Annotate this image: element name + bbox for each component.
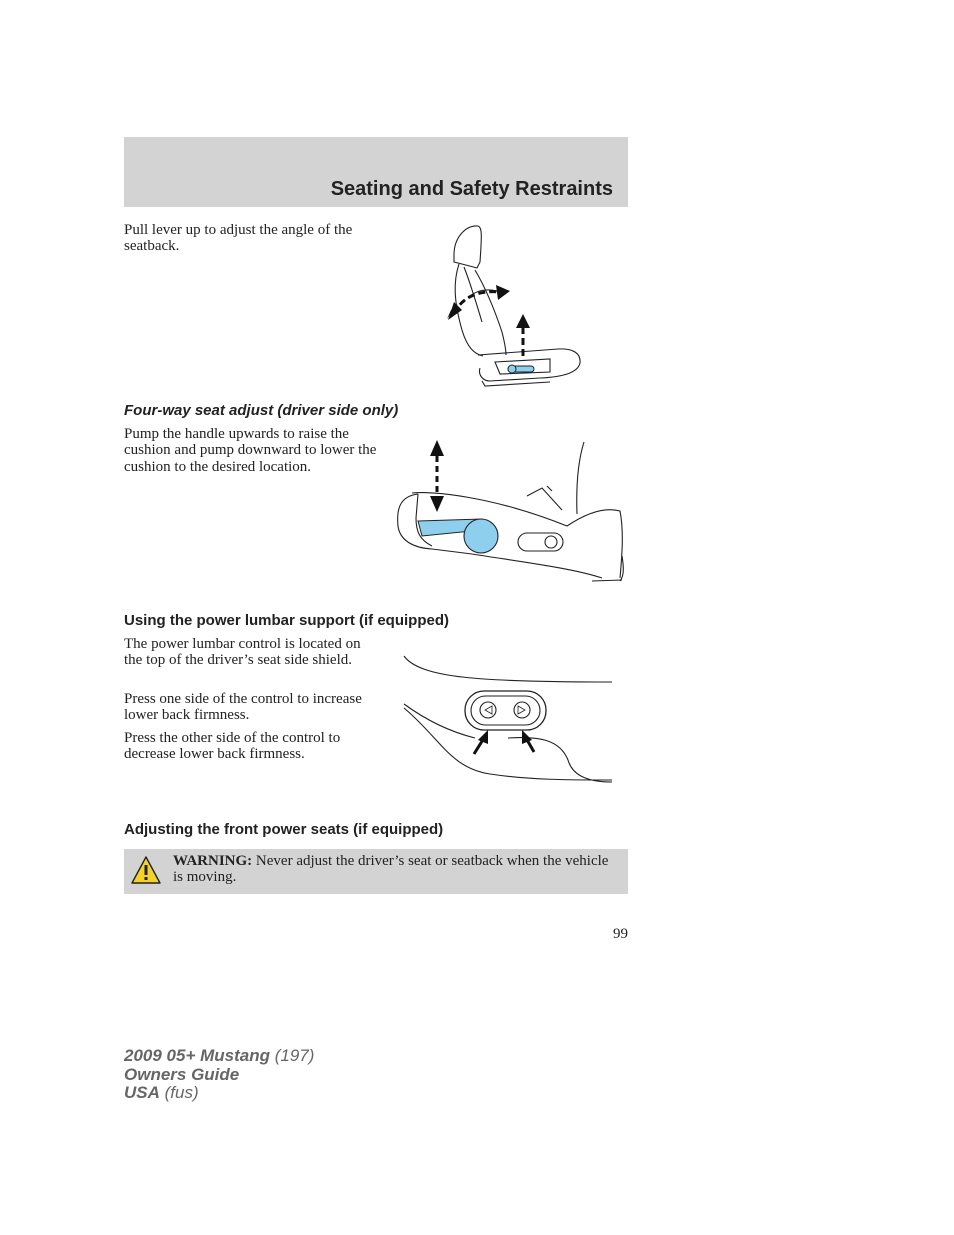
four-way-heading: Four-way seat adjust (driver side only) xyxy=(124,402,399,419)
recline-instructions: Pull lever up to adjust the angle of the seatback. xyxy=(124,222,353,255)
section-header-band xyxy=(124,137,628,207)
four-way-adjust-illustration xyxy=(392,436,628,584)
lumbar-paragraph-decrease: Press the other side of the control to decrease lower back firmness. xyxy=(124,730,341,763)
warning-label: WARNING: xyxy=(173,853,253,869)
lumbar-heading: Using the power lumbar support (if equipped) xyxy=(124,612,449,629)
lumbar-paragraph-location: The power lumbar control is located on the top of the driver’s seat side shield. xyxy=(124,636,361,669)
footer-model-code: (197) xyxy=(274,1046,315,1065)
footer-market-code: (fus) xyxy=(164,1083,199,1102)
warning-box xyxy=(124,849,628,894)
warning-text xyxy=(173,853,618,886)
warning-message: Never adjust the driver’s seat or seatback when the vehicle is moving. xyxy=(173,853,609,886)
four-way-instructions: Pump the handle upwards to raise the cushion and pump downward to lower the cushion to the desired location. xyxy=(124,426,377,475)
lumbar-paragraph-increase: Press one side of the control to increase lower back firmness. xyxy=(124,691,362,724)
power-seats-heading: Adjusting the front power seats (if equipped) xyxy=(124,821,444,838)
page-number: 99 xyxy=(613,926,628,942)
footer-model: 2009 05+ Mustang xyxy=(124,1046,270,1065)
warning-icon xyxy=(130,855,162,885)
document-footer xyxy=(124,1047,314,1103)
lumbar-control-illustration xyxy=(400,648,616,790)
footer-market: USA xyxy=(124,1083,160,1102)
seat-recline-illustration xyxy=(440,222,590,387)
section-title: Seating and Safety Restraints xyxy=(330,178,613,200)
footer-guide: Owners Guide xyxy=(124,1064,240,1084)
